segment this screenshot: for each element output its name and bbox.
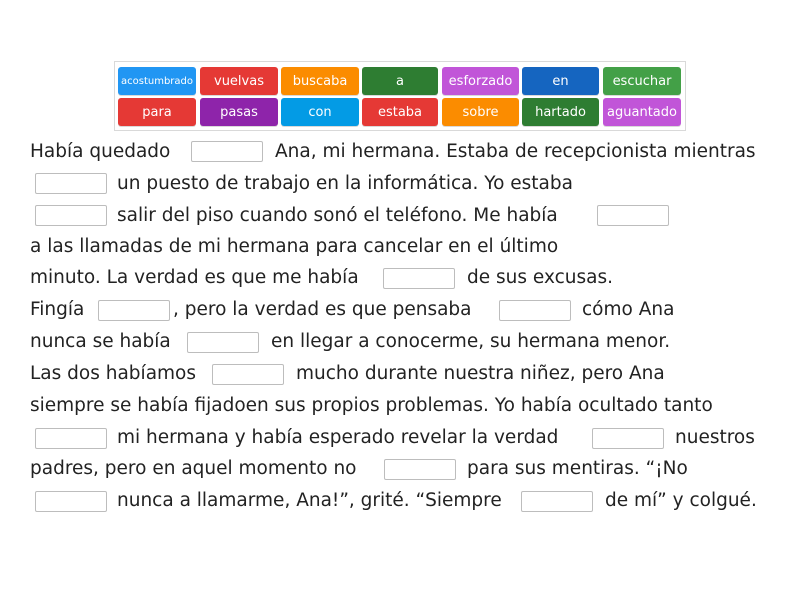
answer-blank-13[interactable]: [35, 491, 107, 512]
word-tile-pasas[interactable]: pasas: [200, 98, 278, 126]
passage-text: Fingía: [30, 299, 85, 320]
passage-text: minuto. La verdad es que me había: [30, 267, 359, 288]
word-tile-acostumbrado[interactable]: acostumbrado: [118, 67, 196, 95]
passage-text: Las dos habíamos: [30, 363, 197, 384]
answer-blank-5[interactable]: [383, 268, 455, 289]
passage-text: en llegar a conocerme, su hermana menor.: [271, 331, 671, 352]
passage-text: cómo Ana: [582, 299, 675, 320]
passage-text: nuestros: [675, 427, 755, 448]
passage-text: un puesto de trabajo en la informática. Yo estaba: [117, 173, 573, 194]
passage-text: Ana, mi hermana. Estaba de recepcionista mientras: [275, 141, 756, 162]
word-tile-vuelvas[interactable]: vuelvas: [200, 67, 278, 95]
answer-blank-12[interactable]: [384, 459, 456, 480]
passage-text: mucho durante nuestra niñez, pero Ana: [296, 363, 665, 384]
answer-blank-1[interactable]: [191, 141, 263, 162]
passage-text: para sus mentiras. “¡No: [467, 458, 688, 479]
word-tile-estaba[interactable]: estaba: [362, 98, 438, 126]
answer-blank-10[interactable]: [35, 428, 107, 449]
word-tile-en[interactable]: en: [522, 67, 599, 95]
passage-text: de sus excusas.: [467, 267, 613, 288]
answer-blank-11[interactable]: [592, 428, 664, 449]
word-tile-buscaba[interactable]: buscaba: [281, 67, 359, 95]
passage-text: nunca a llamarme, Ana!”, grité. “Siempre: [117, 490, 502, 511]
answer-blank-8[interactable]: [187, 332, 259, 353]
word-tile-sobre[interactable]: sobre: [442, 98, 519, 126]
word-tile-para[interactable]: para: [118, 98, 196, 126]
answer-blank-14[interactable]: [521, 491, 593, 512]
answer-blank-4[interactable]: [597, 205, 669, 226]
word-tile-hartado[interactable]: hartado: [522, 98, 599, 126]
passage-text: padres, pero en aquel momento no: [30, 458, 357, 479]
passage-text: de mí” y colgué.: [605, 490, 757, 511]
passage-text: mi hermana y había esperado revelar la verdad: [117, 427, 559, 448]
word-tile-aguantado[interactable]: aguantado: [603, 98, 681, 126]
answer-blank-2[interactable]: [35, 173, 107, 194]
passage-text: salir del piso cuando sonó el teléfono. Me había: [117, 205, 558, 226]
answer-blank-7[interactable]: [499, 300, 571, 321]
passage-text: , pero la verdad es que pensaba: [173, 299, 472, 320]
word-tile-escuchar[interactable]: escuchar: [603, 67, 681, 95]
answer-blank-9[interactable]: [212, 364, 284, 385]
word-tile-a[interactable]: a: [362, 67, 438, 95]
passage-text: nunca se había: [30, 331, 171, 352]
word-tile-esforzado[interactable]: esforzado: [442, 67, 519, 95]
answer-blank-3[interactable]: [35, 205, 107, 226]
passage-text: siempre se había fijadoen sus propios problemas. Yo había ocultado tanto: [30, 395, 713, 416]
answer-blank-6[interactable]: [98, 300, 170, 321]
passage-text: a las llamadas de mi hermana para cancelar en el último: [30, 236, 559, 257]
passage-text: Había quedado: [30, 141, 171, 162]
word-tile-con[interactable]: con: [281, 98, 359, 126]
